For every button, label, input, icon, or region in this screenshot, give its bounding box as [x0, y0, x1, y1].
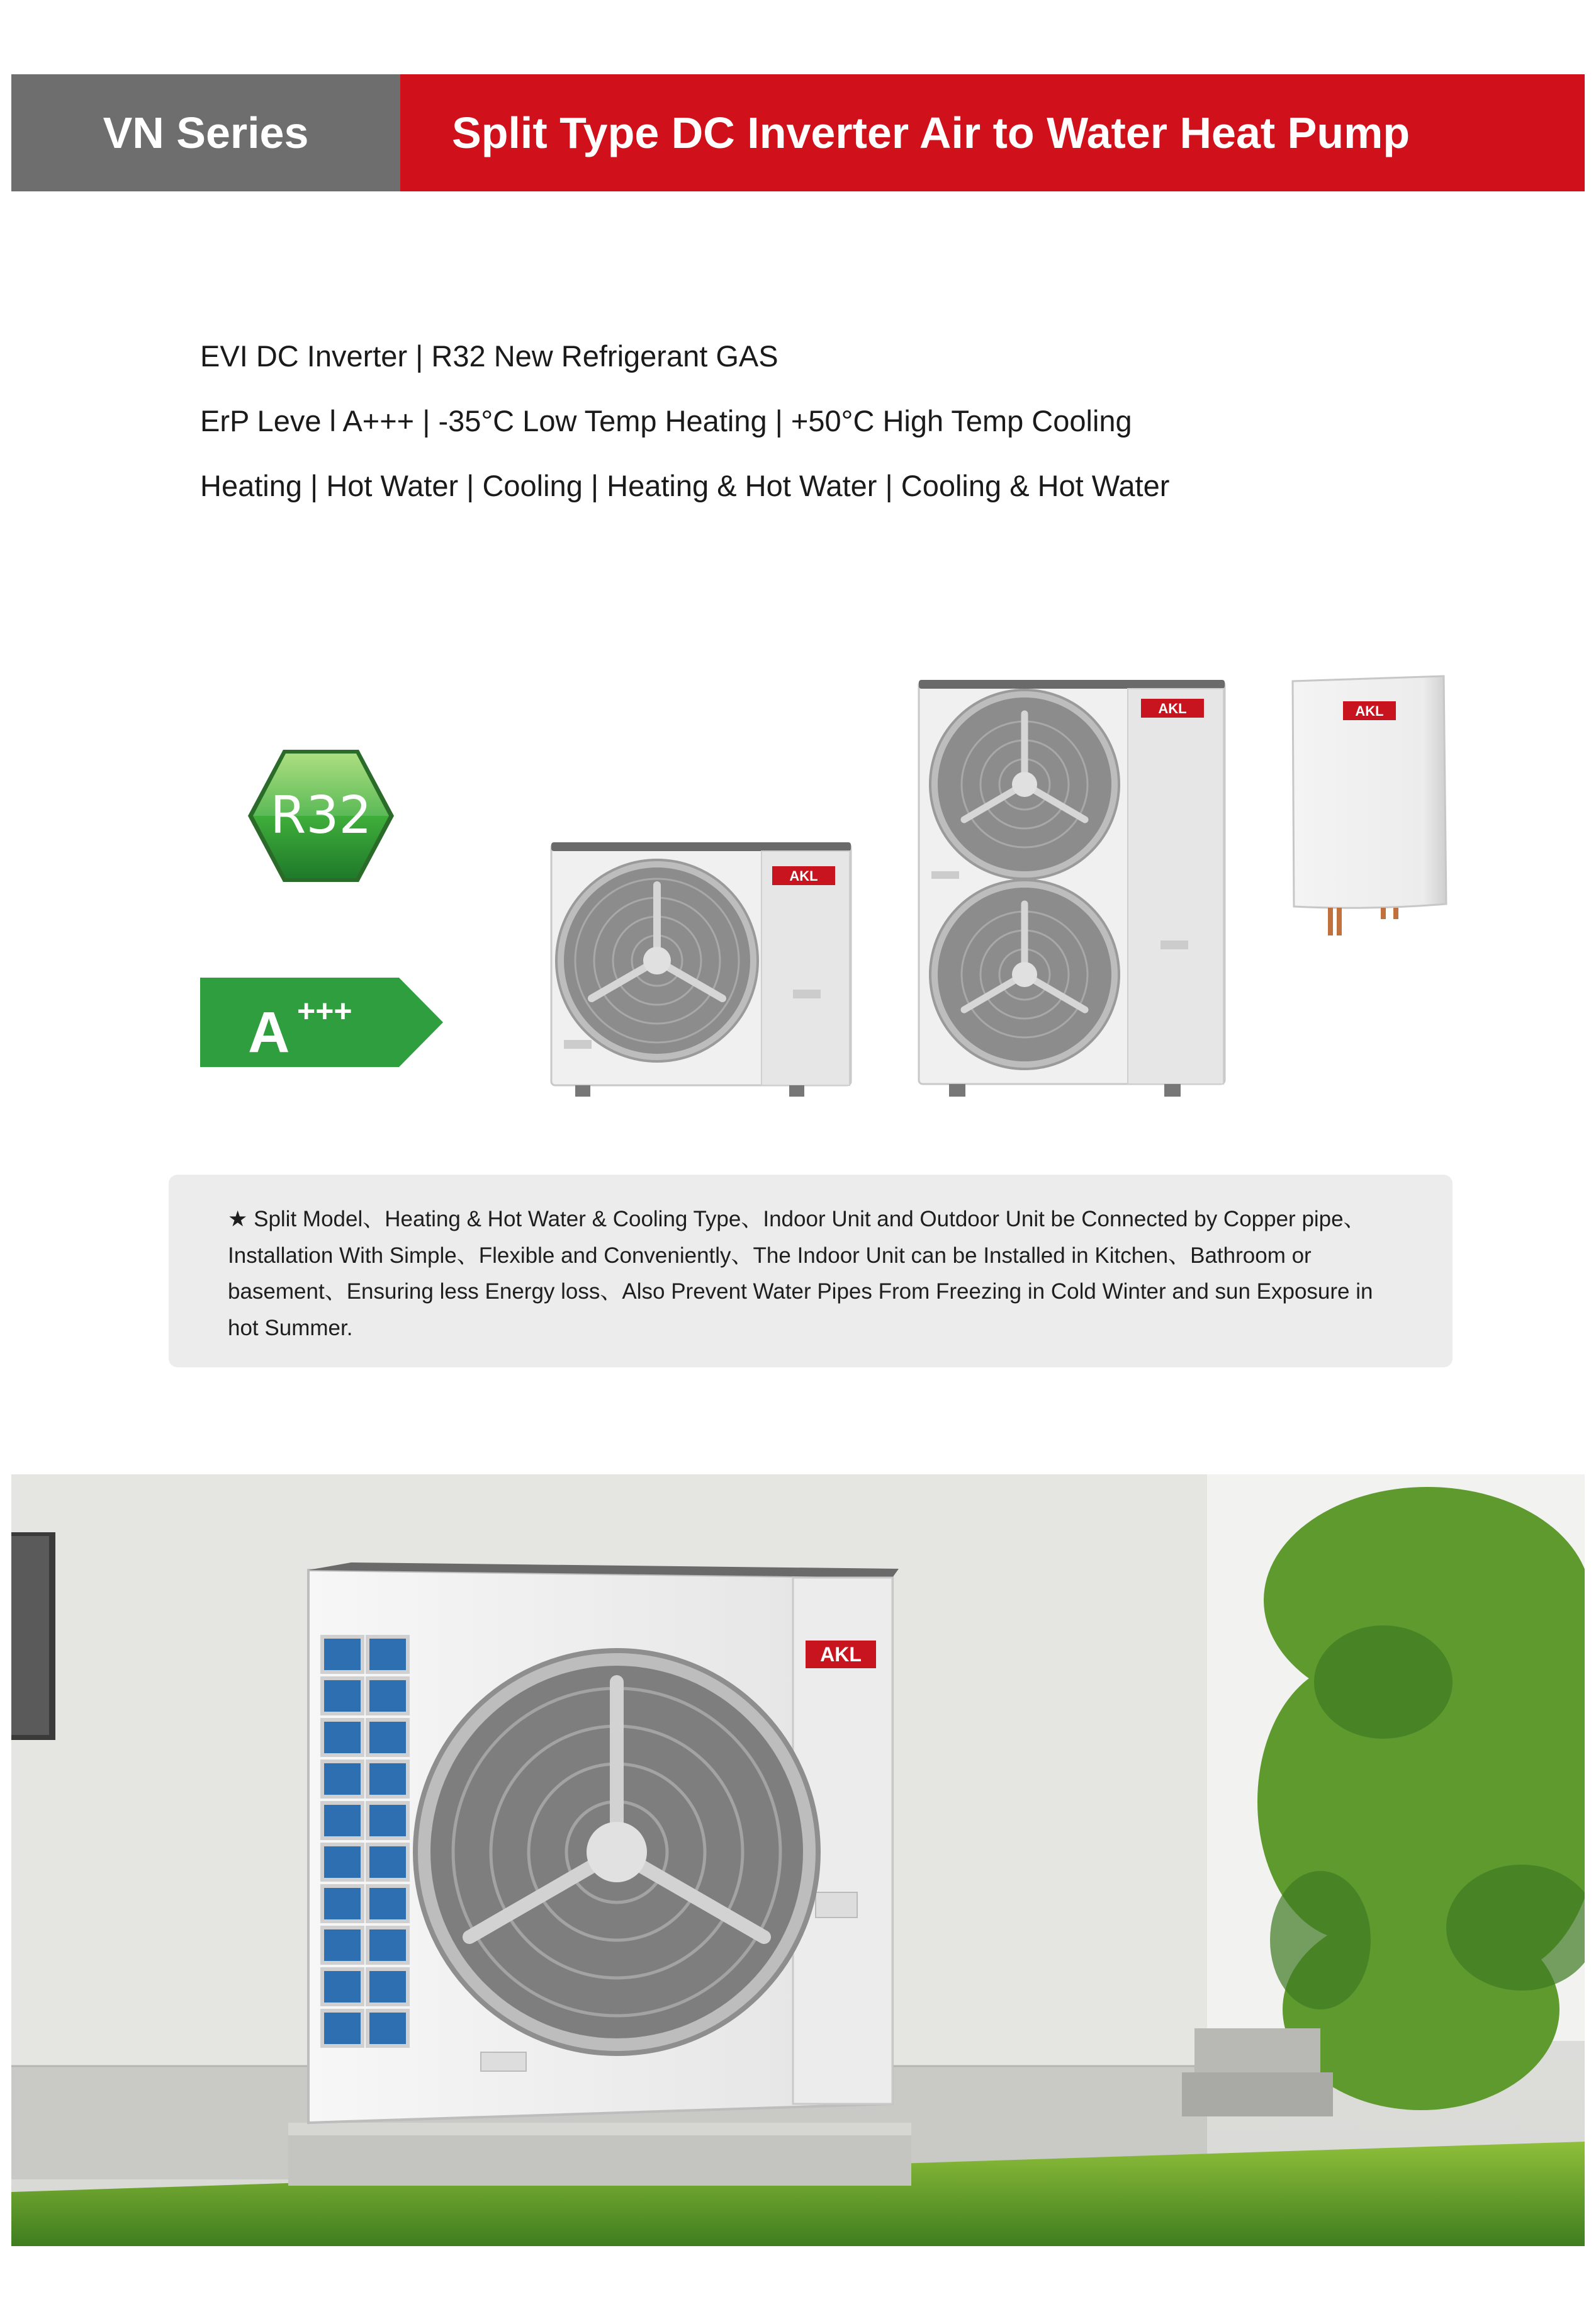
installation-photo [11, 1474, 1585, 2246]
feature-line-3: Heating | Hot Water | Cooling | Heating & Hot Water | Cooling & Hot Water [200, 469, 1170, 502]
outdoor-unit-small-image [550, 841, 852, 1098]
akl-logo: AKL [1158, 701, 1187, 716]
akl-logo: AKL [789, 868, 818, 884]
page-title: Split Type DC Inverter Air to Water Heat Pump [400, 74, 1585, 191]
page-header [11, 74, 1585, 191]
feature-line-1: EVI DC Inverter | R32 New Refrigerant GAS [200, 339, 778, 373]
description-panel [169, 1175, 1453, 1367]
description-text: ★ Split Model、Heating & Hot Water & Cooling Type、Indoor Unit and Outdoor Unit be Connected by Copper pipe、Installation With Simple、Flexible and Conveniently、The Indoor Unit can be Installed in Kitchen、Bathroom or basement、Ensuring less Energy loss、Also Prevent Water Pipes From Freezing in Cold Winter and sun Exposure in hot Summer. [228, 1207, 1373, 1340]
outdoor-unit-large-image [918, 679, 1226, 1098]
energy-class-badge [200, 978, 443, 1067]
akl-logo: AKL [1355, 703, 1384, 719]
energy-class-plus: +++ [297, 993, 352, 1029]
indoor-unit-image [1289, 674, 1450, 946]
series-label: VN Series [11, 74, 400, 191]
energy-class-letter: A [248, 1000, 290, 1065]
feature-line-2: ErP Leve l A+++ | -35°C Low Temp Heating | +50°C High Temp Cooling [200, 404, 1132, 438]
akl-logo: AKL [820, 1643, 862, 1666]
r32-badge [244, 745, 398, 887]
r32-text: R32 [270, 786, 372, 845]
